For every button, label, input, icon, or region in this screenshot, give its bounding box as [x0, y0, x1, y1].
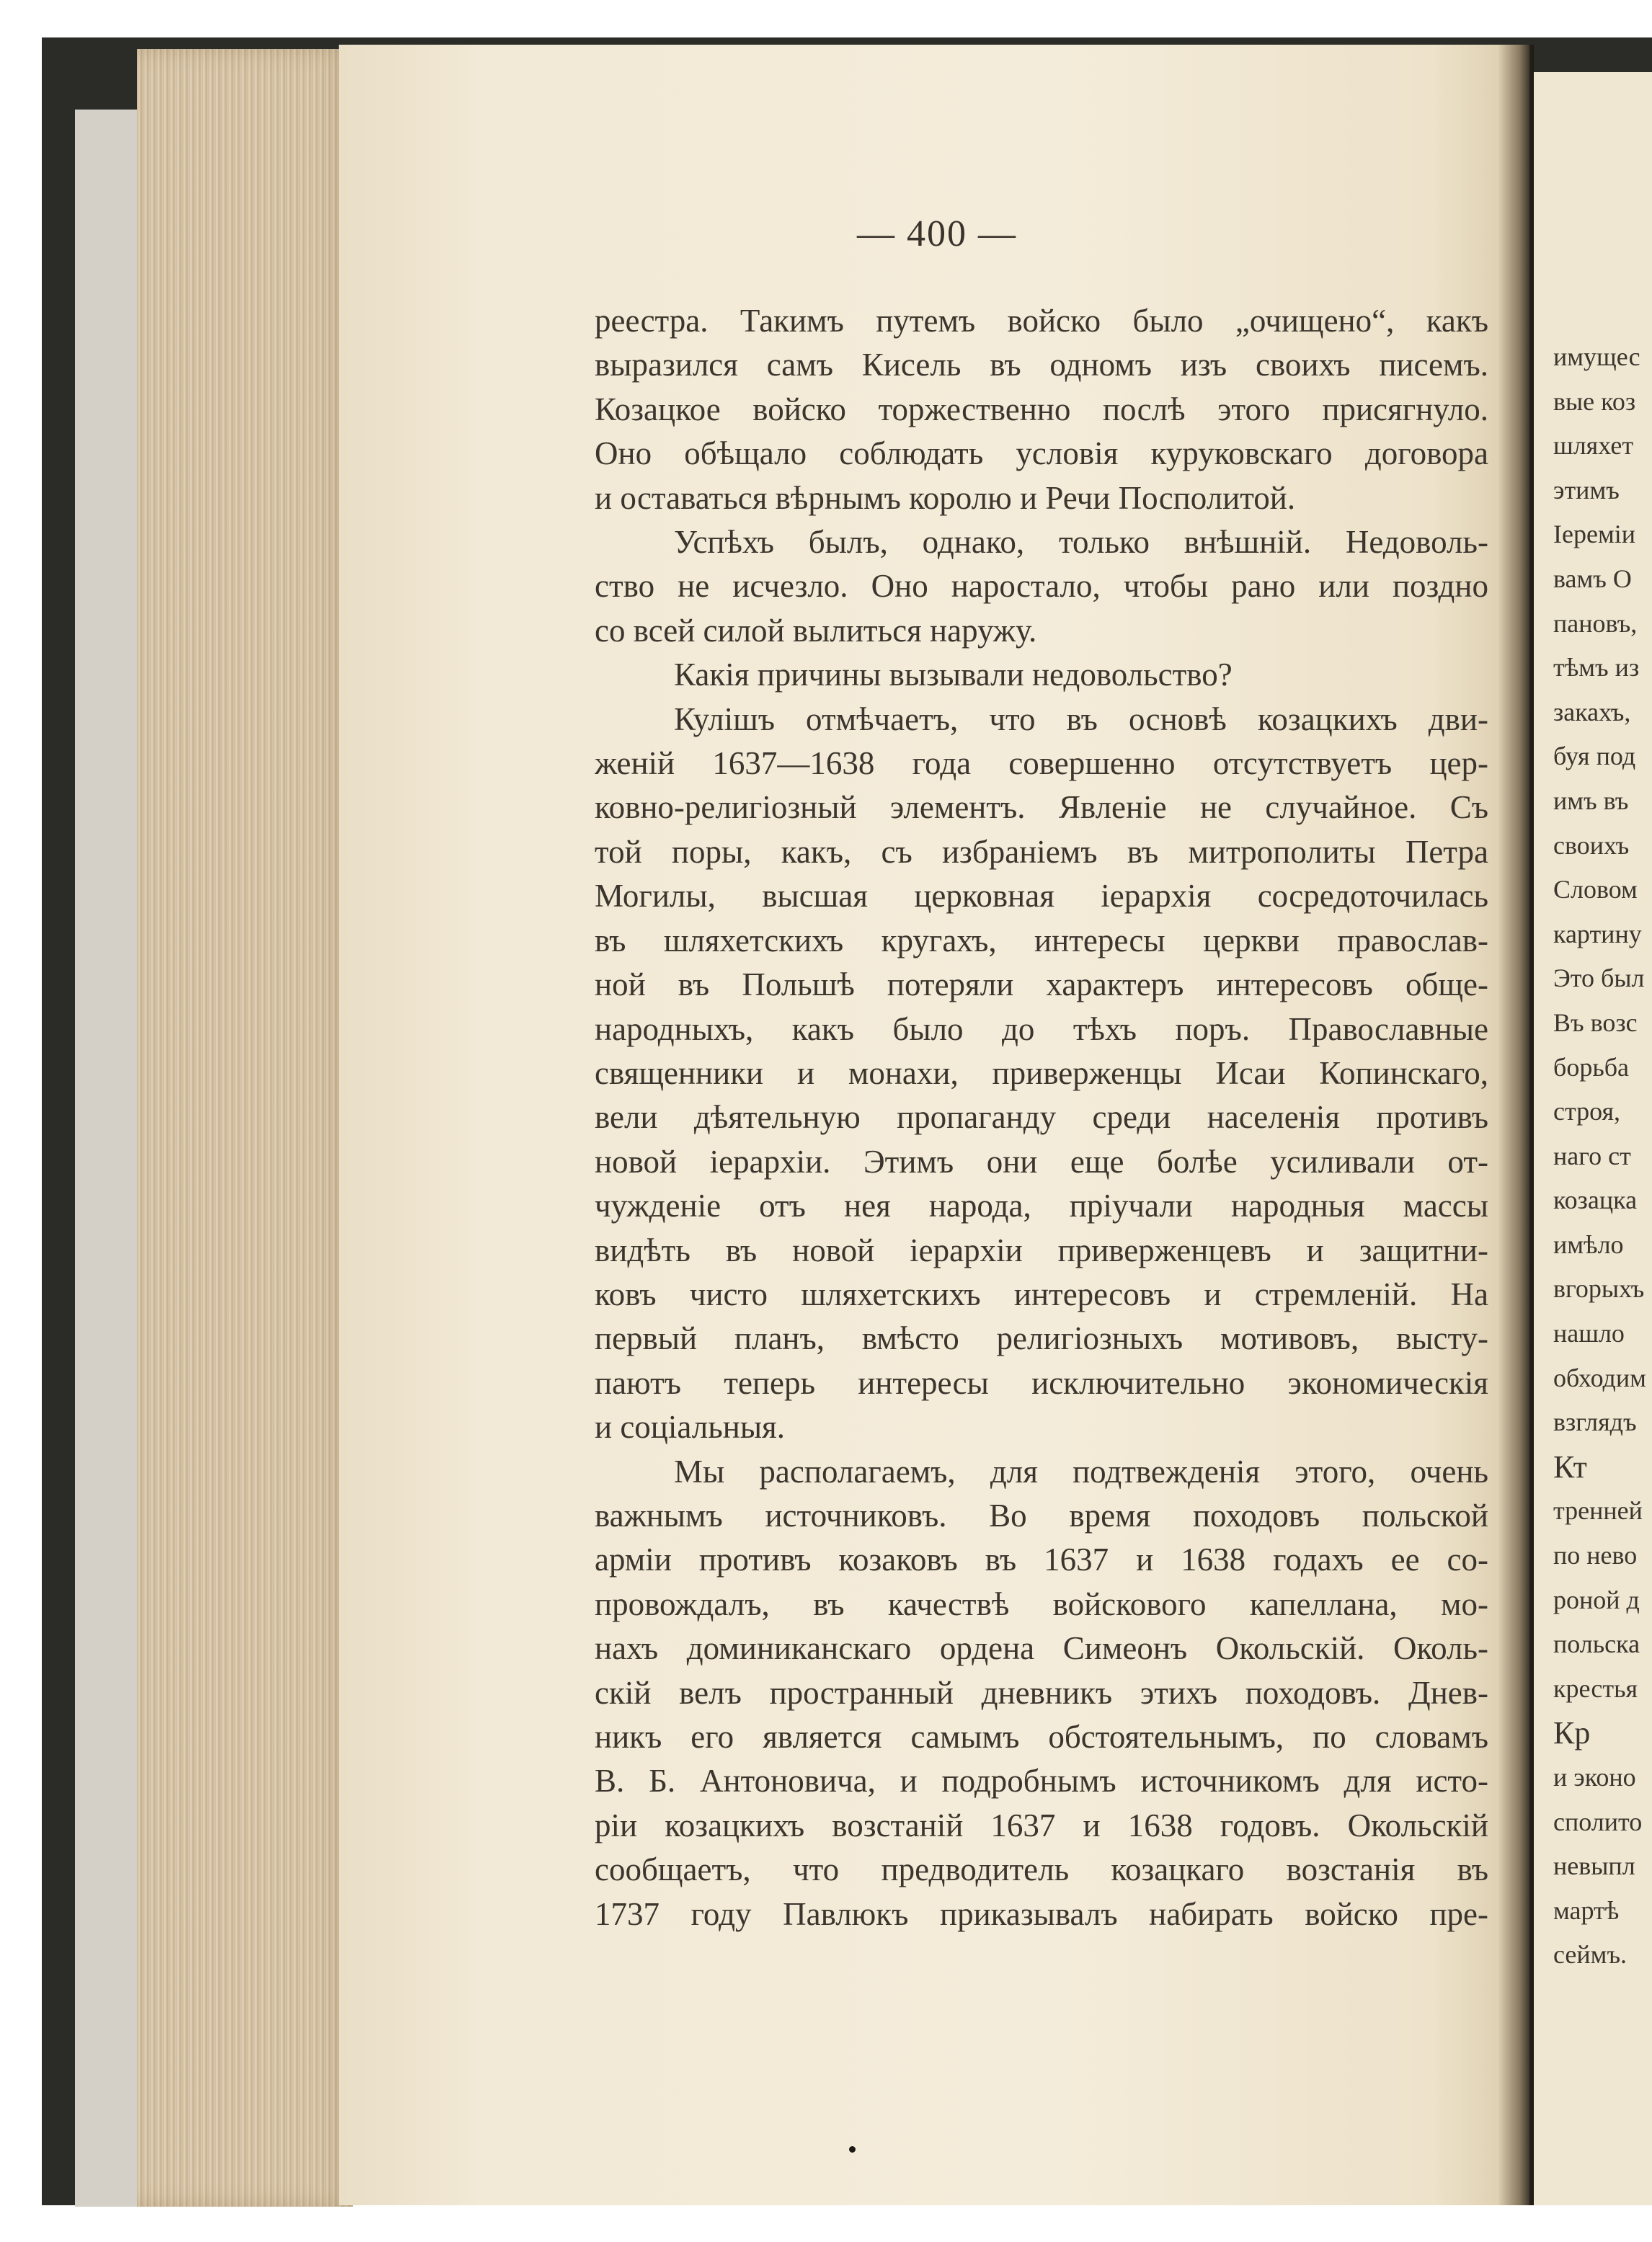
text-line: 1737 году Павлюкъ приказывалъ набирать войско пре-: [595, 1895, 1488, 1932]
right-text-line: борьба: [1553, 1052, 1630, 1082]
right-text-line: строя,: [1553, 1097, 1621, 1126]
text-line: той поры, какъ, съ избраніемъ въ митрополиты Петра: [595, 833, 1488, 870]
right-text-line: польска: [1553, 1629, 1640, 1659]
text-line: Успѣхъ былъ, однако, только внѣшній. Недоволь-: [674, 524, 1488, 561]
text-line: никъ его является самымъ обстоятельнымъ, по словамъ: [595, 1719, 1488, 1755]
text-line: выразился самъ Кисель въ одномъ изъ своихъ писемъ.: [595, 347, 1488, 383]
text-line: вели дѣятельную пропаганду среди населенія противъ: [595, 1099, 1488, 1136]
text-line: ной въ Польшѣ потеряли характеръ интересовъ обще-: [595, 966, 1488, 1003]
right-text-line: шляхет: [1553, 431, 1634, 461]
text-line: и оставаться вѣрнымъ королю и Речи Посполитой.: [595, 479, 1296, 516]
ink-dot: [849, 2146, 856, 2153]
text-line: Кулішъ отмѣчаетъ, что въ основѣ козацкихъ дви-: [674, 700, 1488, 737]
right-text-line: тренней: [1553, 1496, 1643, 1526]
right-text-line: сеймъ.: [1553, 1940, 1627, 1970]
right-text-line: имѣло: [1553, 1229, 1624, 1259]
right-text-line: козацка: [1553, 1185, 1638, 1215]
right-text-line: роной д: [1553, 1585, 1640, 1614]
text-line: первый планъ, вмѣсто религіозныхъ мотивовъ, высту-: [595, 1320, 1488, 1357]
text-line: народныхъ, какъ было до тѣхъ поръ. Православные: [595, 1010, 1488, 1047]
right-text-line: нашло: [1553, 1319, 1625, 1348]
text-line: видѣть въ новой іерархіи приверженцевъ и защитни-: [595, 1232, 1488, 1268]
text-line: ковно-религіозный элементъ. Явленіе не случайное. Съ: [595, 789, 1488, 826]
right-text-line: крестья: [1553, 1673, 1638, 1703]
right-text-line: имущес: [1553, 342, 1640, 371]
right-text-line: по нево: [1553, 1541, 1638, 1570]
text-line: въ шляхетскихъ кругахъ, интересы церкви православ-: [595, 922, 1488, 958]
right-text-line: обходим: [1553, 1363, 1646, 1392]
right-text-line: Іереміи: [1553, 520, 1635, 549]
text-line: новой іерархіи. Этимъ они еще болѣе усиливали от-: [595, 1143, 1488, 1180]
right-text-line: буя под: [1553, 742, 1636, 771]
text-line: Какія причины вызывали недовольство?: [674, 657, 1233, 693]
text-line: Козацкое войско торжественно послѣ этого присягнуло.: [595, 391, 1488, 427]
text-line: со всей силой вылиться наружу.: [595, 612, 1037, 649]
text-line: ріи козацкихъ возстаній 1637 и 1638 годовъ. Окольскій: [595, 1807, 1488, 1843]
right-text-line: вгорыхъ: [1553, 1274, 1645, 1304]
text-line: ство не исчезло. Оно наростало, чтобы рано или поздно: [595, 568, 1488, 605]
right-text-line: сполито: [1553, 1807, 1643, 1836]
right-text-line: пановъ,: [1553, 608, 1638, 638]
right-text-line: вые коз: [1553, 386, 1636, 416]
main-text: [595, 299, 1488, 1936]
text-line: Могилы, высшая церковная іерархія сосредоточилась: [595, 878, 1488, 915]
text-line: арміи противъ козаковъ въ 1637 и 1638 годахъ ее со-: [595, 1542, 1488, 1578]
text-line: Мы располагаемъ, для подтвежденія этого, очень: [674, 1453, 1488, 1490]
book-gutter: [1498, 45, 1534, 2205]
text-line: ковъ чисто шляхетскихъ интересовъ и стремленій. На: [595, 1276, 1488, 1312]
right-text-line: имъ въ: [1553, 786, 1629, 815]
text-line: и соціальныя.: [595, 1409, 786, 1446]
right-text-line: и эконо: [1553, 1763, 1636, 1792]
right-text-line: Это был: [1553, 964, 1645, 993]
text-line: нахъ доминиканскаго ордена Симеонъ Окольскій. Околь-: [595, 1630, 1488, 1667]
page-number: — 400 —: [857, 213, 1017, 254]
right-page-text: [1553, 335, 1652, 1978]
right-text-line: мартѣ: [1553, 1895, 1620, 1925]
text-line: женій 1637—1638 года совершенно отсутствуетъ цер-: [595, 745, 1488, 782]
text-line: Оно обѣщало соблюдать условія куруковскаго договора: [595, 435, 1488, 472]
right-text-line: Кт: [1553, 1449, 1587, 1485]
text-line: чужденіе отъ нея народа, пріучали народныя массы: [595, 1188, 1488, 1224]
right-text-line: взглядъ: [1553, 1407, 1637, 1437]
right-text-line: Словом: [1553, 875, 1638, 904]
text-line: В. Б. Антоновича, и подробнымъ источникомъ для исто-: [595, 1763, 1488, 1800]
text-line: сообщаетъ, что предводитель козацкаго возстанія въ: [595, 1851, 1488, 1888]
right-text-line: закахъ,: [1553, 697, 1631, 726]
right-text-line: Въ возс: [1553, 1007, 1638, 1037]
text-line: скій велъ пространный дневникъ этихъ походовъ. Днев-: [595, 1674, 1488, 1711]
right-text-line: наго ст: [1553, 1141, 1631, 1170]
right-text-line: тѣмъ из: [1553, 653, 1640, 682]
right-text-line: картину: [1553, 919, 1642, 948]
text-line: паютъ теперь интересы исключительно экономическія: [595, 1364, 1488, 1401]
text-line: священники и монахи, приверженцы Исаи Копинскаго,: [595, 1054, 1488, 1091]
right-text-line: этимъ: [1553, 475, 1620, 504]
text-line: реестра. Такимъ путемъ войско было „очищено“, какъ: [595, 303, 1488, 339]
right-text-line: Кр: [1553, 1715, 1591, 1751]
right-text-line: вамъ О: [1553, 564, 1632, 593]
right-text-line: невыпл: [1553, 1851, 1635, 1881]
text-line: важнымъ источниковъ. Во время походовъ польской: [595, 1497, 1488, 1534]
page-edges: [137, 49, 353, 2207]
text-line: провождалъ, въ качествѣ войскового капеллана, мо-: [595, 1585, 1488, 1622]
right-text-line: своихъ: [1553, 830, 1630, 860]
